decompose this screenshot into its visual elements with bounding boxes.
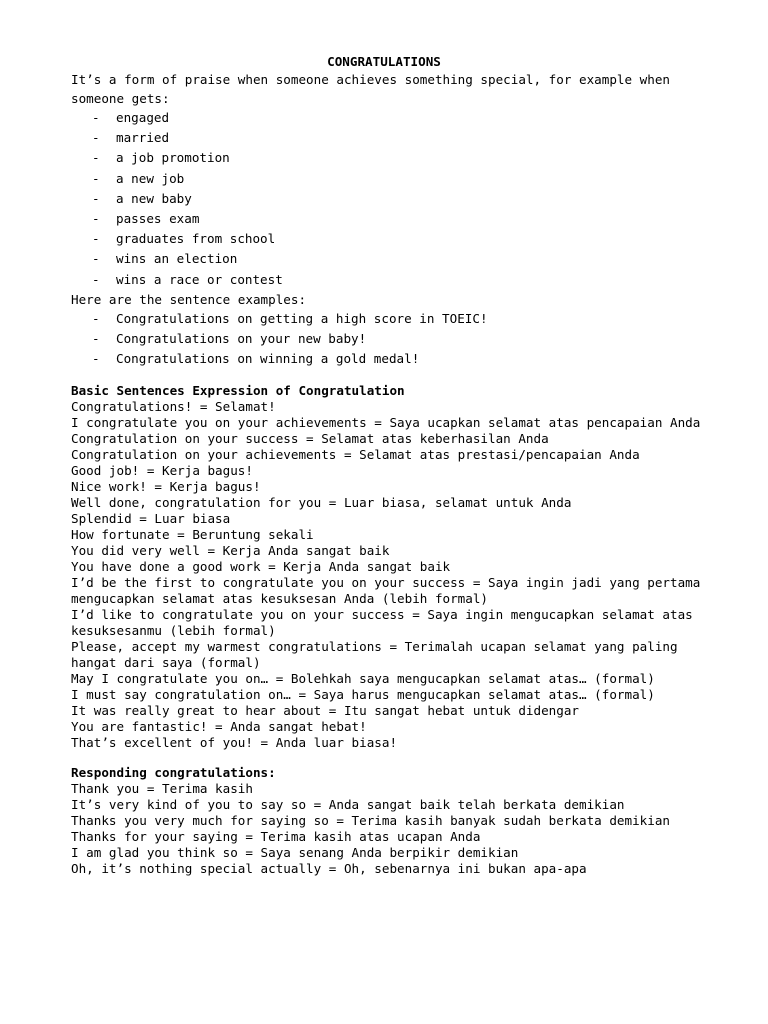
expression-line: It was really great to hear about = Itu sangat hebat untuk didengar (71, 703, 579, 719)
expression-line: Please, accept my warmest congratulations = Terimalah ucapan selamat yang paling hangat dari saya (formal) (71, 639, 686, 671)
expression-line: Splendid = Luar biasa (71, 511, 231, 527)
responding-heading: Responding congratulations: (71, 765, 276, 781)
response-line: Oh, it’s nothing special actually = Oh, sebenarnya ini bukan apa-apa (71, 861, 587, 877)
expression-line: I’d be the first to congratulate you on your success = Saya ingin jadi yang pertama mengucapkan selamat atas kesuksesan Anda (lebih formal) (71, 575, 708, 607)
expression-line: You did very well = Kerja Anda sangat baik (71, 543, 390, 559)
occasion-item (71, 189, 711, 209)
document-page (71, 54, 711, 877)
responding-list (71, 781, 711, 877)
occasion-item (71, 229, 711, 249)
occasion-item (71, 108, 711, 128)
basic-sentences-heading: Basic Sentences Expression of Congratulation (71, 383, 405, 399)
occasion-item (71, 169, 711, 189)
example-item (71, 309, 711, 329)
expression-line: You have done a good work = Kerja Anda sangat baik (71, 559, 451, 575)
expression-line: How fortunate = Beruntung sekali (71, 527, 314, 543)
occasions-list (71, 108, 711, 290)
bullet-text: Congratulations on getting a high score in TOEIC! (116, 310, 488, 326)
occasion-item (71, 249, 711, 269)
expression-line: That’s excellent of you! = Anda luar biasa! (71, 735, 398, 751)
expression-line: Congratulation on your success = Selamat atas keberhasilan Anda (71, 431, 549, 447)
bullet-text: married (116, 130, 170, 146)
example-item (71, 349, 711, 369)
response-line: Thanks you very much for saying so = Terima kasih banyak sudah berkata demikian (71, 813, 670, 829)
bullet-dash: - (92, 170, 100, 186)
bullet-dash: - (92, 150, 100, 166)
occasion-item (71, 128, 711, 148)
expression-line: You are fantastic! = Anda sangat hebat! (71, 719, 367, 735)
occasion-item (71, 270, 711, 290)
bullet-text: passes exam (116, 211, 200, 227)
bullet-text: wins an election (116, 251, 238, 267)
bullet-text: Congratulations on your new baby! (116, 331, 367, 347)
bullet-dash: - (92, 271, 100, 287)
example-item (71, 329, 711, 349)
expression-line: I must say congratulation on… = Saya harus mengucapkan selamat atas… (formal) (71, 687, 655, 703)
occasion-item (71, 209, 711, 229)
response-line: I am glad you think so = Saya senang Anda berpikir demikian (71, 845, 519, 861)
bullet-text: a new job (116, 170, 185, 186)
examples-list (71, 309, 711, 370)
section-gap (71, 369, 711, 383)
response-line: It’s very kind of you to say so = Anda sangat baik telah berkata demikian (71, 797, 625, 813)
bullet-dash: - (92, 130, 100, 146)
occasion-item (71, 148, 711, 168)
basic-sentences-list (71, 399, 711, 751)
bullet-dash: - (92, 231, 100, 247)
expression-line: I’d like to congratulate you on your success = Saya ingin mengucapkan selamat atas kesuksesanmu (lebih formal) (71, 607, 701, 639)
bullet-text: a new baby (116, 190, 192, 206)
bullet-dash: - (92, 251, 100, 267)
bullet-dash: - (92, 310, 100, 326)
bullet-dash: - (92, 211, 100, 227)
response-line: Thanks for your saying = Terima kasih atas ucapan Anda (71, 829, 481, 845)
bullet-text: wins a race or contest (116, 271, 283, 287)
expression-line: Congratulations! = Selamat! (71, 399, 276, 415)
bullet-text: graduates from school (116, 231, 276, 247)
expression-line: Nice work! = Kerja bagus! (71, 479, 261, 495)
response-line: Thank you = Terima kasih (71, 781, 253, 797)
page-title: CONGRATULATIONS (327, 54, 441, 69)
expression-line: May I congratulate you on… = Bolehkah saya mengucapkan selamat atas… (formal) (71, 671, 655, 687)
section-gap (71, 751, 711, 765)
intro-paragraph: It’s a form of praise when someone achieves something special, for example when someone gets: (71, 72, 678, 106)
expression-line: I congratulate you on your achievements = Saya ucapkan selamat atas pencapaian Anda (71, 415, 701, 431)
bullet-text: a job promotion (116, 150, 230, 166)
bullet-dash: - (92, 351, 100, 367)
expression-line: Congratulation on your achievements = Selamat atas prestasi/pencapaian Anda (71, 447, 640, 463)
expression-line: Well done, congratulation for you = Luar biasa, selamat untuk Anda (71, 495, 572, 511)
bullet-text: engaged (116, 110, 170, 125)
expression-line: Good job! = Kerja bagus! (71, 463, 253, 479)
bullet-dash: - (92, 110, 100, 125)
bullet-text: Congratulations on winning a gold medal! (116, 351, 420, 367)
examples-intro: Here are the sentence examples: (71, 291, 307, 307)
bullet-dash: - (92, 331, 100, 347)
bullet-dash: - (92, 190, 100, 206)
